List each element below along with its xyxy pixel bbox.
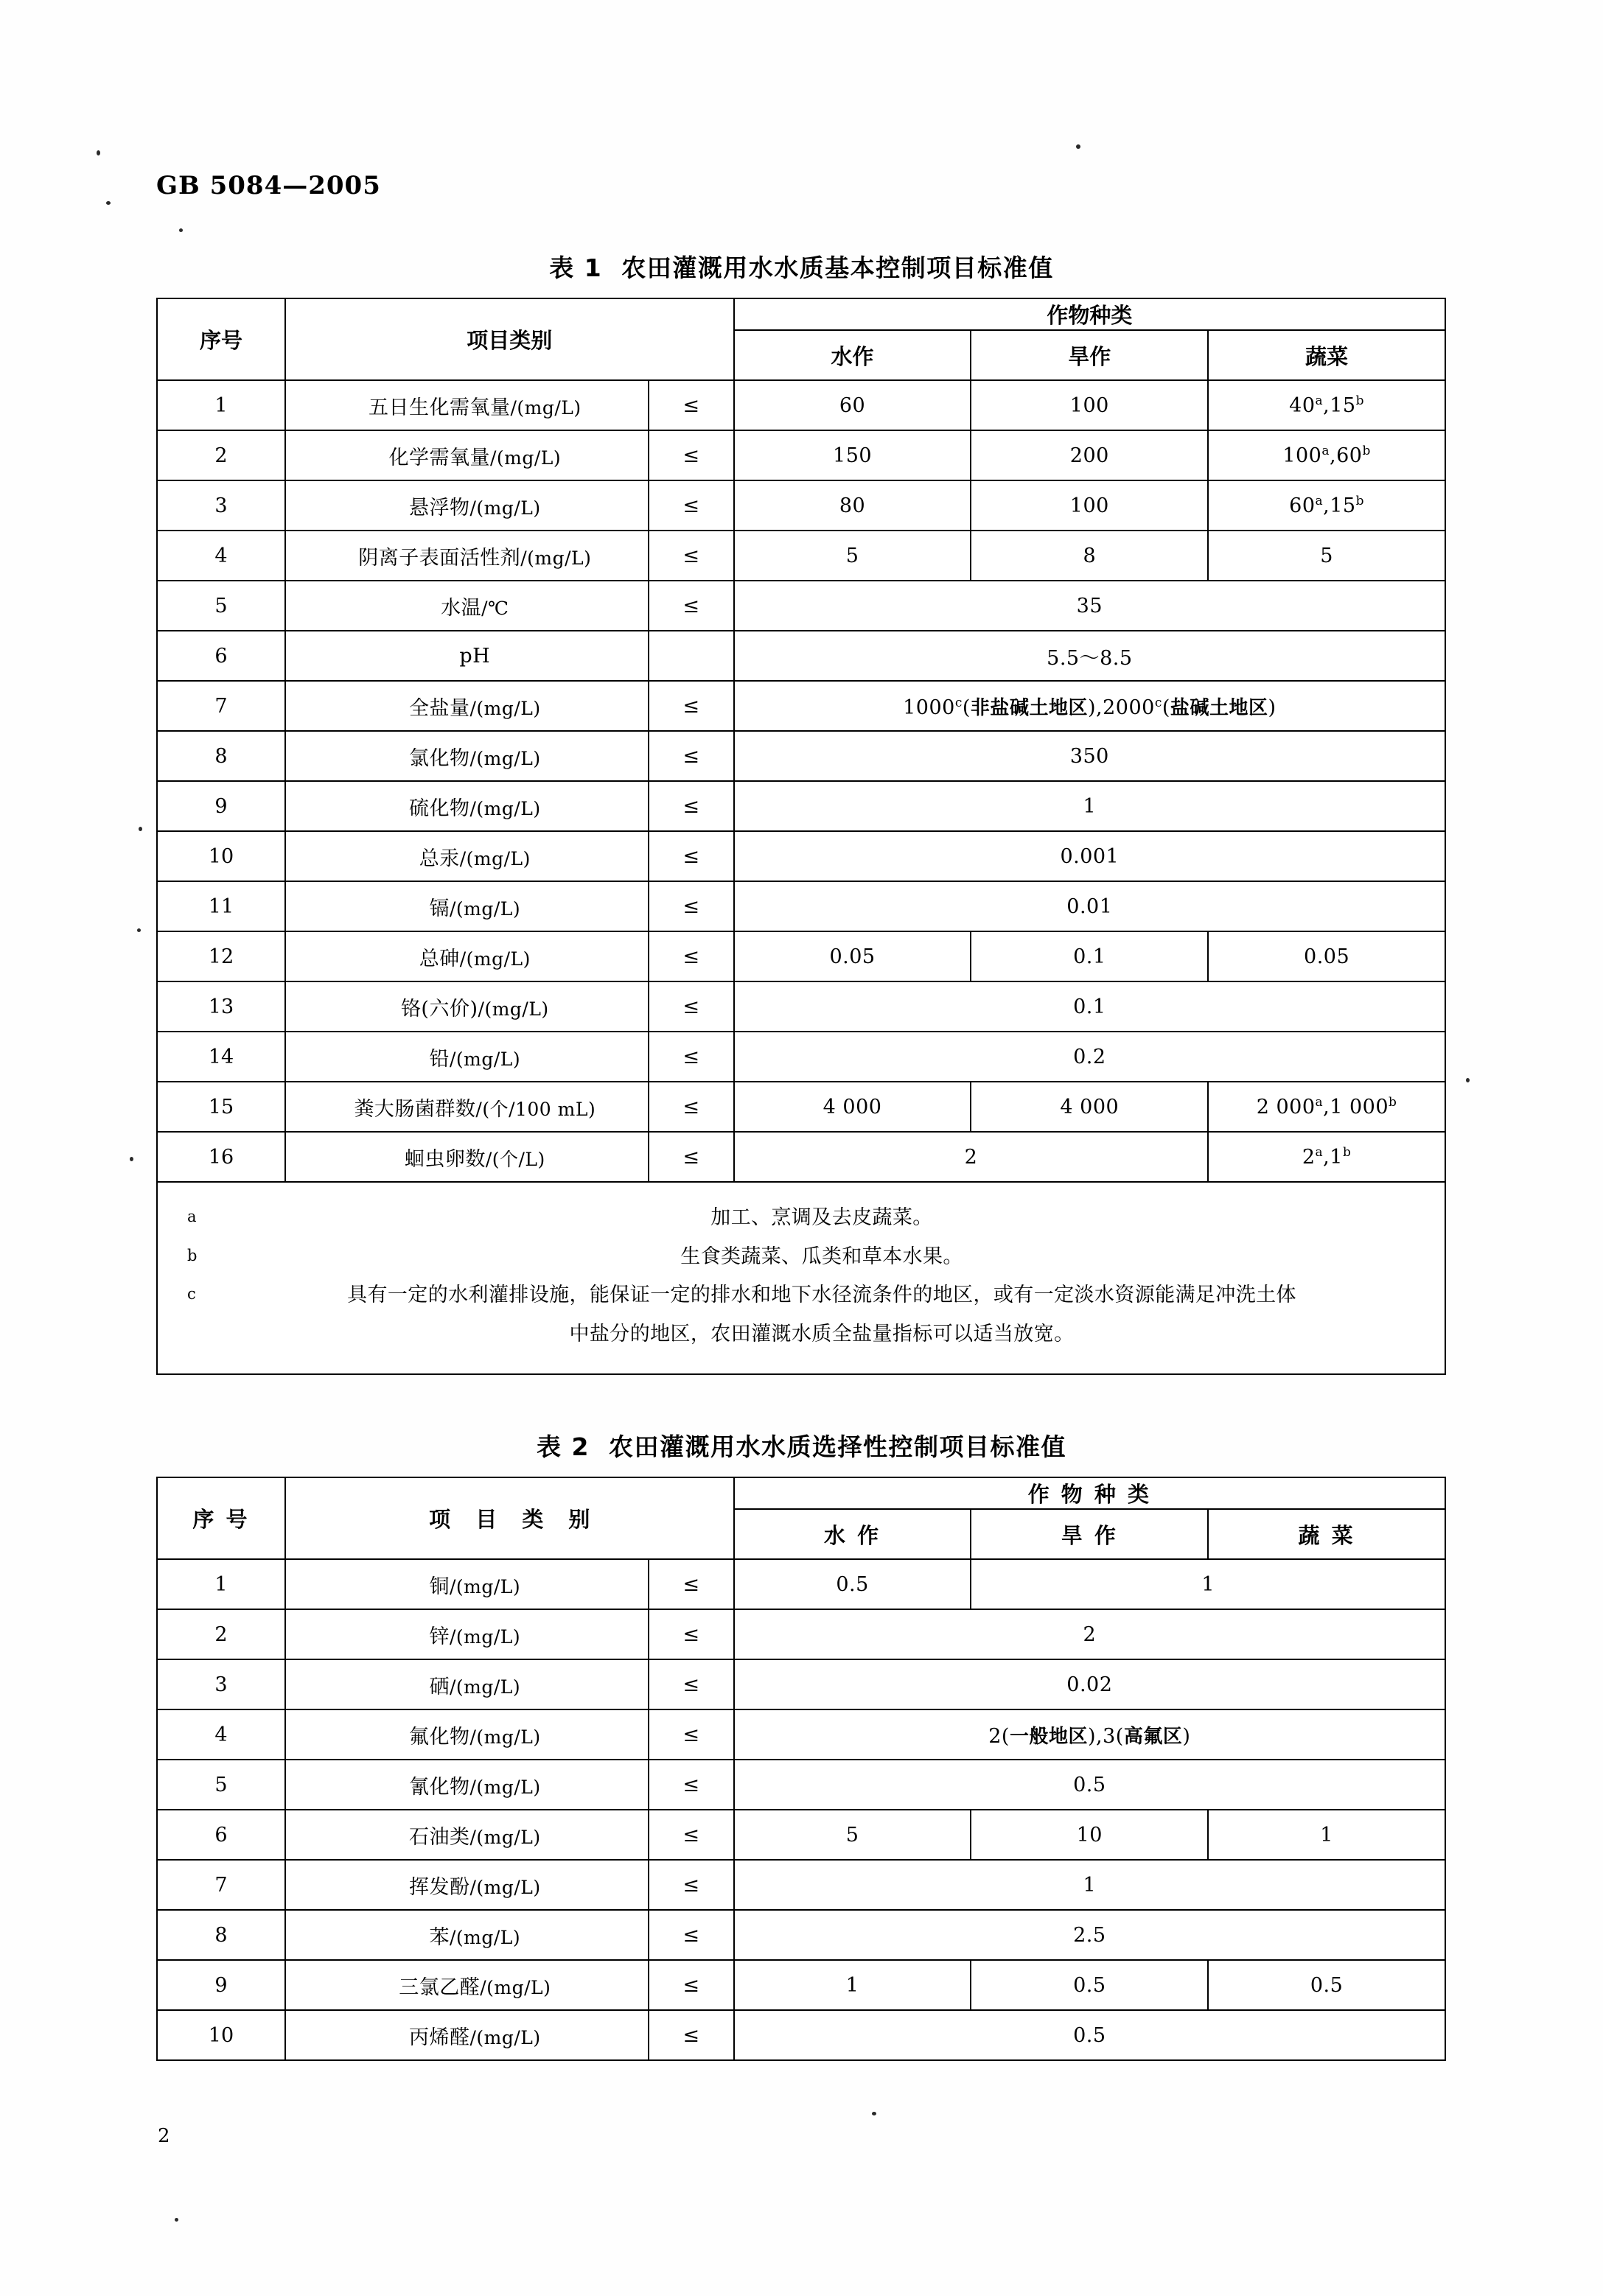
table-row [157, 1132, 1445, 1182]
row-value-wet: 0.5 [734, 1559, 971, 1609]
row-item-name: 氟化物/(mg/L) [285, 1709, 649, 1760]
table-2-caption [0, 1428, 1603, 1463]
table-2-caption-number: 表 2 [537, 1432, 590, 1461]
row-index: 6 [157, 1810, 285, 1860]
row-value-vegetable: 0.5 [1208, 1960, 1445, 2010]
footnote-block [157, 1182, 1445, 1374]
table-row [157, 1559, 1445, 1609]
table-row [157, 380, 1445, 430]
table-row [157, 1609, 1445, 1659]
document-standard-code: GB 5084—2005 [156, 171, 381, 200]
row-item-name: 铜/(mg/L) [285, 1559, 649, 1609]
row-index: 1 [157, 1559, 285, 1609]
table-1-caption-text: 农田灌溉用水水质基本控制项目标准值 [621, 253, 1054, 282]
table-selective-control-items [156, 1477, 1446, 2061]
table-row [157, 1910, 1445, 1960]
table-1-body [157, 380, 1445, 1182]
row-comparison-symbol: ≤ [649, 731, 734, 781]
row-item-name: 总砷/(mg/L) [285, 931, 649, 981]
row-comparison-symbol: ≤ [649, 430, 734, 480]
row-comparison-symbol: ≤ [649, 1659, 734, 1709]
row-value-dry: 200 [971, 430, 1208, 480]
table-1-footnotes [157, 1182, 1445, 1374]
scan-speckle [130, 1157, 133, 1161]
table-1-header-item: 项目类别 [285, 298, 734, 380]
row-value-wet: 5 [734, 531, 971, 581]
row-comparison-symbol: ≤ [649, 1132, 734, 1182]
row-value-all-crops: 1000$^c$(非盐碱土地区),2000$^c$(盐碱土地区) [734, 681, 1445, 731]
row-index: 8 [157, 1910, 285, 1960]
scan-speckle [139, 827, 142, 831]
row-value-all-crops: 35 [734, 581, 1445, 631]
row-comparison-symbol: ≤ [649, 931, 734, 981]
row-index: 8 [157, 731, 285, 781]
row-item-name: 苯/(mg/L) [285, 1910, 649, 1960]
table-row [157, 1082, 1445, 1132]
footnote-text: 生食类蔬菜、瓜类和草本水果。 [680, 1245, 963, 1268]
row-comparison-symbol: ≤ [649, 2010, 734, 2060]
table-row [157, 631, 1445, 681]
row-value-all-crops: 0.02 [734, 1659, 1445, 1709]
row-value-wet: 80 [734, 480, 971, 531]
row-value-wet: 0.05 [734, 931, 971, 981]
row-index: 11 [157, 881, 285, 931]
row-index: 4 [157, 531, 285, 581]
table-row [157, 581, 1445, 631]
footnote-item [177, 1276, 1425, 1354]
row-value-dry: 100 [971, 480, 1208, 531]
row-value-vegetable: 100$^a$,60$^b$ [1208, 430, 1445, 480]
footnote-marker: a [187, 1208, 197, 1225]
row-value-all-crops: 1 [734, 1860, 1445, 1910]
row-item-name: 氰化物/(mg/L) [285, 1760, 649, 1810]
table-2-caption-text: 农田灌溉用水水质选择性控制项目标准值 [608, 1432, 1066, 1461]
scan-speckle [137, 928, 141, 932]
table-row [157, 1659, 1445, 1709]
row-index: 6 [157, 631, 285, 681]
row-value-all-crops: 2 [734, 1609, 1445, 1659]
table-row [157, 1810, 1445, 1860]
table-1-header-dry: 旱作 [971, 330, 1208, 380]
row-index: 5 [157, 1760, 285, 1810]
row-comparison-symbol: ≤ [649, 1559, 734, 1609]
row-index: 2 [157, 430, 285, 480]
row-index: 1 [157, 380, 285, 430]
row-index: 15 [157, 1082, 285, 1132]
row-item-name: 总汞/(mg/L) [285, 831, 649, 881]
scan-speckle [872, 2112, 876, 2115]
table-row [157, 1709, 1445, 1760]
row-value-vegetable: 2 000$^a$,1 000$^b$ [1208, 1082, 1445, 1132]
table-row [157, 681, 1445, 731]
row-value-vegetable: 40$^a$,15$^b$ [1208, 380, 1445, 430]
row-value-all-crops: 1 [734, 781, 1445, 831]
row-value-wet: 150 [734, 430, 971, 480]
table-row [157, 1960, 1445, 2010]
row-value-all-crops: 0.2 [734, 1032, 1445, 1082]
row-index: 12 [157, 931, 285, 981]
row-comparison-symbol: ≤ [649, 781, 734, 831]
row-comparison-symbol [649, 631, 734, 681]
table-1-header-row-1 [157, 298, 1445, 330]
table-1-caption [0, 249, 1603, 284]
row-item-name: 铅/(mg/L) [285, 1032, 649, 1082]
table-2-header-item: 项 目 类 别 [285, 1477, 734, 1559]
row-comparison-symbol: ≤ [649, 1760, 734, 1810]
row-item-name: 粪大肠菌群数/(个/100 mL) [285, 1082, 649, 1132]
row-comparison-symbol: ≤ [649, 380, 734, 430]
row-value-all-crops: 2(一般地区),3(高氟区) [734, 1709, 1445, 1760]
row-comparison-symbol: ≤ [649, 1810, 734, 1860]
table-row [157, 831, 1445, 881]
row-comparison-symbol: ≤ [649, 1860, 734, 1910]
row-comparison-symbol: ≤ [649, 981, 734, 1032]
row-item-name: 硒/(mg/L) [285, 1659, 649, 1709]
row-value-vegetable: 5 [1208, 531, 1445, 581]
table-row [157, 1032, 1445, 1082]
row-item-name: 五日生化需氧量/(mg/L) [285, 380, 649, 430]
table-2-header-vegetable: 蔬 菜 [1208, 1509, 1445, 1559]
row-value-all-crops: 0.001 [734, 831, 1445, 881]
row-index: 13 [157, 981, 285, 1032]
table-row [157, 1860, 1445, 1910]
row-index: 9 [157, 1960, 285, 2010]
row-item-name: 石油类/(mg/L) [285, 1810, 649, 1860]
scan-speckle [1076, 144, 1080, 149]
row-index: 3 [157, 1659, 285, 1709]
table-row [157, 531, 1445, 581]
row-item-name: 挥发酚/(mg/L) [285, 1860, 649, 1910]
table-1-header-crop-group: 作物种类 [734, 298, 1445, 330]
row-value-dry: 0.5 [971, 1960, 1208, 2010]
table-2-header-row-1 [157, 1477, 1445, 1509]
row-item-name: 悬浮物/(mg/L) [285, 480, 649, 531]
row-index: 5 [157, 581, 285, 631]
row-value-wet: 4 000 [734, 1082, 971, 1132]
row-item-name: 三氯乙醛/(mg/L) [285, 1960, 649, 2010]
table-row [157, 731, 1445, 781]
footnote-item [177, 1199, 1425, 1238]
table-1-header-vegetable: 蔬菜 [1208, 330, 1445, 380]
row-index: 2 [157, 1609, 285, 1659]
row-value-all-crops: 0.01 [734, 881, 1445, 931]
row-value-all-crops: 0.5 [734, 1760, 1445, 1810]
row-comparison-symbol: ≤ [649, 681, 734, 731]
row-index: 3 [157, 480, 285, 531]
row-value-dry: 4 000 [971, 1082, 1208, 1132]
row-item-name: 阴离子表面活性剂/(mg/L) [285, 531, 649, 581]
scan-speckle [97, 150, 100, 155]
scan-speckle [106, 201, 111, 205]
table-1-caption-number: 表 1 [549, 253, 603, 282]
row-comparison-symbol: ≤ [649, 531, 734, 581]
footnote-text: 加工、烹调及去皮蔬菜。 [710, 1206, 933, 1229]
row-comparison-symbol: ≤ [649, 581, 734, 631]
row-item-name: pH [285, 631, 649, 681]
scan-speckle [1466, 1078, 1470, 1082]
row-value-all-crops: 0.1 [734, 981, 1445, 1032]
row-index: 9 [157, 781, 285, 831]
row-item-name: 镉/(mg/L) [285, 881, 649, 931]
row-value-dry: 100 [971, 380, 1208, 430]
table-2-body [157, 1559, 1445, 2060]
row-value-all-crops: 350 [734, 731, 1445, 781]
row-value-all-crops: 2.5 [734, 1910, 1445, 1960]
row-value-wet: 60 [734, 380, 971, 430]
row-value-vegetable: 0.05 [1208, 931, 1445, 981]
row-item-name: 硫化物/(mg/L) [285, 781, 649, 831]
row-index: 7 [157, 1860, 285, 1910]
row-comparison-symbol: ≤ [649, 1609, 734, 1659]
row-comparison-symbol: ≤ [649, 1082, 734, 1132]
row-comparison-symbol: ≤ [649, 480, 734, 531]
row-item-name: 全盐量/(mg/L) [285, 681, 649, 731]
row-value-wet: 5 [734, 1810, 971, 1860]
table-row [157, 480, 1445, 531]
table-2-header-crop-group: 作 物 种 类 [734, 1477, 1445, 1509]
row-comparison-symbol: ≤ [649, 1960, 734, 2010]
row-value-dry: 0.1 [971, 931, 1208, 981]
row-index: 10 [157, 2010, 285, 2060]
row-value-all-crops: 5.5～8.5 [734, 631, 1445, 681]
table-1-footnote-row [157, 1182, 1445, 1374]
row-value-dry: 10 [971, 1810, 1208, 1860]
row-item-name: 丙烯醛/(mg/L) [285, 2010, 649, 2060]
footnote-marker: c [187, 1285, 196, 1303]
table-row [157, 781, 1445, 831]
table-row [157, 981, 1445, 1032]
row-comparison-symbol: ≤ [649, 1709, 734, 1760]
row-index: 14 [157, 1032, 285, 1082]
row-index: 4 [157, 1709, 285, 1760]
table-row [157, 931, 1445, 981]
row-comparison-symbol: ≤ [649, 831, 734, 881]
footnote-marker: b [187, 1246, 198, 1264]
table-2-header-index: 序 号 [157, 1477, 285, 1559]
row-comparison-symbol: ≤ [649, 1910, 734, 1960]
row-value-wet: 1 [734, 1960, 971, 2010]
table-2-header-dry: 旱 作 [971, 1509, 1208, 1559]
row-value-all-crops: 0.5 [734, 2010, 1445, 2060]
footnote-item [177, 1238, 1425, 1277]
scan-speckle [175, 2218, 178, 2222]
row-index: 10 [157, 831, 285, 881]
table-1-header-index: 序号 [157, 298, 285, 380]
row-comparison-symbol: ≤ [649, 1032, 734, 1082]
row-value-vegetable: 2$^a$,1$^b$ [1208, 1132, 1445, 1182]
row-item-name: 蛔虫卵数/(个/L) [285, 1132, 649, 1182]
row-comparison-symbol: ≤ [649, 881, 734, 931]
scan-speckle [179, 228, 183, 232]
table-row [157, 1760, 1445, 1810]
table-row [157, 430, 1445, 480]
table-2-header-wet: 水 作 [734, 1509, 971, 1559]
row-item-name: 水温/℃ [285, 581, 649, 631]
table-1-head [157, 298, 1445, 380]
table-basic-control-items [156, 298, 1446, 1375]
row-item-name: 化学需氧量/(mg/L) [285, 430, 649, 480]
row-index: 7 [157, 681, 285, 731]
table-1-header-wet: 水作 [734, 330, 971, 380]
row-value-dry: 8 [971, 531, 1208, 581]
table-row [157, 881, 1445, 931]
row-index: 16 [157, 1132, 285, 1182]
row-value-wet-dry: 2 [734, 1132, 1209, 1182]
row-item-name: 氯化物/(mg/L) [285, 731, 649, 781]
table-row [157, 2010, 1445, 2060]
footnote-text: 具有一定的水利灌排设施，能保证一定的排水和地下水径流条件的地区，或有一定淡水资源能满足冲洗土体 中盐分的地区，农田灌溉水质全盐量指标可以适当放宽。 [347, 1284, 1296, 1345]
page-number: 2 [158, 2125, 170, 2147]
row-item-name: 铬(六价)/(mg/L) [285, 981, 649, 1032]
row-value-vegetable: 1 [1208, 1810, 1445, 1860]
row-value-dry-vegetable: 1 [971, 1559, 1445, 1609]
row-value-vegetable: 60$^a$,15$^b$ [1208, 480, 1445, 531]
table-2-head [157, 1477, 1445, 1559]
row-item-name: 锌/(mg/L) [285, 1609, 649, 1659]
